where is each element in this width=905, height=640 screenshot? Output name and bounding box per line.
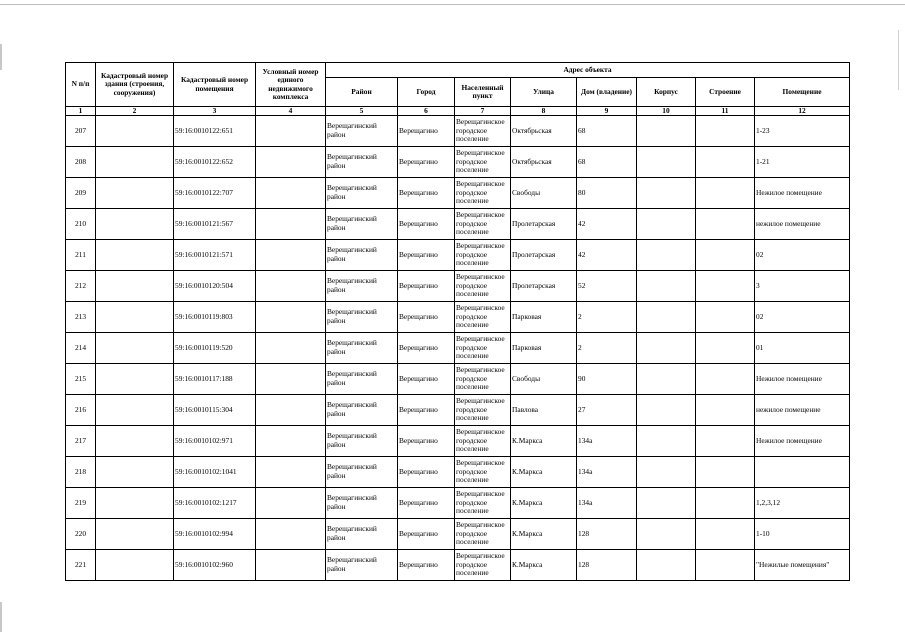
cell-city: Верещагино — [398, 116, 455, 147]
cell-building — [696, 426, 755, 457]
cell-locality: Верещагинское городское поселение — [455, 426, 511, 457]
cell-cad-building — [96, 488, 174, 519]
cell-district: Верещагинский район — [326, 333, 398, 364]
cell-city: Верещагино — [398, 550, 455, 581]
table-body — [66, 116, 850, 581]
cell-korpus — [637, 364, 696, 395]
table-row — [66, 519, 850, 550]
table-row — [66, 116, 850, 147]
cell-cad-premises: 59:16:0010119:520 — [174, 333, 256, 364]
cell-cad-premises: 59:16:0010102:994 — [174, 519, 256, 550]
cell-house: 134а — [577, 426, 637, 457]
cell-premises: 1,2,3,12 — [755, 488, 850, 519]
cell-locality: Верещагинское городское поселение — [455, 395, 511, 426]
cell-district: Верещагинский район — [326, 209, 398, 240]
cell-house: 52 — [577, 271, 637, 302]
cell-building — [696, 550, 755, 581]
column-number: 6 — [398, 107, 455, 116]
cell-district: Верещагинский район — [326, 457, 398, 488]
table-row — [66, 488, 850, 519]
cell-cad-premises: 59:16:0010102:1041 — [174, 457, 256, 488]
cell-building — [696, 457, 755, 488]
cell-locality: Верещагинское городское поселение — [455, 333, 511, 364]
cell-row-number: 215 — [66, 364, 96, 395]
cell-row-number: 218 — [66, 457, 96, 488]
cell-row-number: 207 — [66, 116, 96, 147]
cell-row-number: 216 — [66, 395, 96, 426]
cell-cond-number — [256, 116, 326, 147]
cell-street: К.Маркса — [511, 488, 577, 519]
column-number: 8 — [511, 107, 577, 116]
cell-locality: Верещагинское городское поселение — [455, 209, 511, 240]
cell-premises: Нежилое помещение — [755, 364, 850, 395]
cell-locality: Верещагинское городское поселение — [455, 240, 511, 271]
cell-street: К.Маркса — [511, 550, 577, 581]
cell-cad-premises: 59:16:0010102:960 — [174, 550, 256, 581]
table-row — [66, 147, 850, 178]
cell-locality: Верещагинское городское поселение — [455, 550, 511, 581]
cell-row-number: 211 — [66, 240, 96, 271]
cell-city: Верещагино — [398, 271, 455, 302]
cell-row-number: 219 — [66, 488, 96, 519]
cell-cad-building — [96, 271, 174, 302]
cell-building — [696, 488, 755, 519]
cell-cad-building — [96, 364, 174, 395]
cell-premises: "Нежилые помещения" — [755, 550, 850, 581]
cell-premises: Нежилое помещение — [755, 178, 850, 209]
cell-cad-premises: 59:16:0010121:567 — [174, 209, 256, 240]
cell-house: 68 — [577, 147, 637, 178]
cell-street: Свободы — [511, 178, 577, 209]
header-premises: Помещение — [755, 78, 850, 107]
table-row — [66, 426, 850, 457]
column-number: 3 — [174, 107, 256, 116]
cell-building — [696, 333, 755, 364]
column-number: 4 — [256, 107, 326, 116]
cell-premises: 1-23 — [755, 116, 850, 147]
cell-street: Октябрьская — [511, 116, 577, 147]
cell-row-number: 220 — [66, 519, 96, 550]
cell-city: Верещагино — [398, 240, 455, 271]
cell-house: 134а — [577, 457, 637, 488]
header-district: Район — [326, 78, 398, 107]
column-number: 1 — [66, 107, 96, 116]
cell-locality: Верещагинское городское поселение — [455, 271, 511, 302]
cell-district: Верещагинский район — [326, 271, 398, 302]
column-number: 2 — [96, 107, 174, 116]
header-cad-building: Кадастровый номер здания (строения, сооружения) — [96, 63, 174, 107]
cell-city: Верещагино — [398, 488, 455, 519]
cell-cad-premises: 59:16:0010120:504 — [174, 271, 256, 302]
cell-locality: Верещагинское городское поселение — [455, 364, 511, 395]
cell-korpus — [637, 302, 696, 333]
cell-korpus — [637, 395, 696, 426]
table-row — [66, 457, 850, 488]
cell-cad-building — [96, 302, 174, 333]
cell-building — [696, 519, 755, 550]
cell-district: Верещагинский район — [326, 178, 398, 209]
cell-row-number: 214 — [66, 333, 96, 364]
cell-cad-building — [96, 178, 174, 209]
cell-building — [696, 302, 755, 333]
cell-district: Верещагинский район — [326, 240, 398, 271]
cell-cond-number — [256, 457, 326, 488]
header-cond-number: Условный номер единого недвижимого комплекса — [256, 63, 326, 107]
cell-house: 128 — [577, 519, 637, 550]
cell-cond-number — [256, 364, 326, 395]
cell-cond-number — [256, 395, 326, 426]
cell-house: 42 — [577, 240, 637, 271]
cell-cad-premises: 59:16:0010122:707 — [174, 178, 256, 209]
cell-cad-premises: 59:16:0010119:803 — [174, 302, 256, 333]
cell-city: Верещагино — [398, 519, 455, 550]
header-street: Улица — [511, 78, 577, 107]
cell-premises: 1-10 — [755, 519, 850, 550]
cell-house: 90 — [577, 364, 637, 395]
cell-premises: 3 — [755, 271, 850, 302]
cell-cond-number — [256, 333, 326, 364]
cell-cad-building — [96, 426, 174, 457]
cell-cad-building — [96, 550, 174, 581]
cell-premises — [755, 457, 850, 488]
cell-street: К.Маркса — [511, 457, 577, 488]
table-row — [66, 395, 850, 426]
cell-street: Парковая — [511, 302, 577, 333]
property-register-table — [65, 62, 850, 581]
cell-street: Пролетарская — [511, 271, 577, 302]
cell-korpus — [637, 457, 696, 488]
header-korpus: Корпус — [637, 78, 696, 107]
column-number: 10 — [637, 107, 696, 116]
header-row-number: N п/п — [66, 63, 96, 107]
cell-city: Верещагино — [398, 209, 455, 240]
column-number: 11 — [696, 107, 755, 116]
cell-korpus — [637, 426, 696, 457]
cell-street: Октябрьская — [511, 147, 577, 178]
cell-korpus — [637, 147, 696, 178]
cell-row-number: 213 — [66, 302, 96, 333]
scan-edge-mark — [898, 30, 899, 90]
header-address-group: Адрес объекта — [326, 63, 850, 78]
cell-row-number: 212 — [66, 271, 96, 302]
table-row — [66, 333, 850, 364]
cell-cond-number — [256, 240, 326, 271]
cell-cad-building — [96, 116, 174, 147]
cell-building — [696, 364, 755, 395]
cell-row-number: 210 — [66, 209, 96, 240]
cell-premises: 02 — [755, 240, 850, 271]
cell-cad-premises: 59:16:0010121:571 — [174, 240, 256, 271]
cell-cad-building — [96, 147, 174, 178]
cell-locality: Верещагинское городское поселение — [455, 116, 511, 147]
cell-korpus — [637, 550, 696, 581]
cell-locality: Верещагинское городское поселение — [455, 147, 511, 178]
cell-korpus — [637, 271, 696, 302]
cell-city: Верещагино — [398, 457, 455, 488]
cell-korpus — [637, 488, 696, 519]
cell-house: 2 — [577, 302, 637, 333]
cell-cad-building — [96, 240, 174, 271]
cell-city: Верещагино — [398, 395, 455, 426]
cell-street: Парковая — [511, 333, 577, 364]
cell-cad-building — [96, 333, 174, 364]
cell-house: 128 — [577, 550, 637, 581]
cell-cad-premises: 59:16:0010102:971 — [174, 426, 256, 457]
header-building: Строение — [696, 78, 755, 107]
table-row — [66, 209, 850, 240]
cell-house: 68 — [577, 116, 637, 147]
cell-cad-premises: 59:16:0010102:1217 — [174, 488, 256, 519]
cell-cad-building — [96, 519, 174, 550]
cell-street: Пролетарская — [511, 209, 577, 240]
scan-edge-mark — [0, 602, 2, 632]
column-number: 5 — [326, 107, 398, 116]
header-house: Дом (владение) — [577, 78, 637, 107]
cell-premises: нежилое помещение — [755, 395, 850, 426]
cell-cad-premises: 59:16:0010115:304 — [174, 395, 256, 426]
column-number: 7 — [455, 107, 511, 116]
column-number-row — [66, 107, 850, 116]
header-city: Город — [398, 78, 455, 107]
cell-premises: Нежилое помещение — [755, 426, 850, 457]
scan-edge-mark — [0, 44, 2, 70]
cell-cond-number — [256, 302, 326, 333]
cell-street: Павлова — [511, 395, 577, 426]
cell-premises: нежилое помещение — [755, 209, 850, 240]
cell-street: Свободы — [511, 364, 577, 395]
cell-district: Верещагинский район — [326, 116, 398, 147]
cell-city: Верещагино — [398, 147, 455, 178]
cell-row-number: 217 — [66, 426, 96, 457]
cell-city: Верещагино — [398, 333, 455, 364]
table-row — [66, 550, 850, 581]
cell-cond-number — [256, 147, 326, 178]
header-locality: Населенный пункт — [455, 78, 511, 107]
cell-building — [696, 178, 755, 209]
cell-locality: Верещагинское городское поселение — [455, 178, 511, 209]
cell-building — [696, 116, 755, 147]
cell-cond-number — [256, 178, 326, 209]
cell-row-number: 209 — [66, 178, 96, 209]
cell-building — [696, 395, 755, 426]
cell-cad-premises: 59:16:0010117:188 — [174, 364, 256, 395]
cell-premises: 1-21 — [755, 147, 850, 178]
cell-locality: Верещагинское городское поселение — [455, 457, 511, 488]
cell-district: Верещагинский район — [326, 395, 398, 426]
cell-street: К.Маркса — [511, 519, 577, 550]
cell-row-number: 208 — [66, 147, 96, 178]
cell-district: Верещагинский район — [326, 550, 398, 581]
cell-city: Верещагино — [398, 178, 455, 209]
cell-row-number: 221 — [66, 550, 96, 581]
table-row — [66, 364, 850, 395]
cell-cad-premises: 59:16:0010122:652 — [174, 147, 256, 178]
cell-premises: 02 — [755, 302, 850, 333]
cell-cad-premises: 59:16:0010122:651 — [174, 116, 256, 147]
table-row — [66, 178, 850, 209]
column-number: 9 — [577, 107, 637, 116]
cell-locality: Верещагинское городское поселение — [455, 302, 511, 333]
cell-district: Верещагинский район — [326, 364, 398, 395]
cell-korpus — [637, 209, 696, 240]
cell-cad-building — [96, 457, 174, 488]
cell-korpus — [637, 116, 696, 147]
cell-cond-number — [256, 488, 326, 519]
cell-building — [696, 147, 755, 178]
cell-building — [696, 209, 755, 240]
cell-korpus — [637, 333, 696, 364]
cell-house: 42 — [577, 209, 637, 240]
cell-house: 2 — [577, 333, 637, 364]
cell-premises: 01 — [755, 333, 850, 364]
header-cad-premises: Кадастровый номер помещения — [174, 63, 256, 107]
table-row — [66, 240, 850, 271]
cell-korpus — [637, 240, 696, 271]
cell-city: Верещагино — [398, 364, 455, 395]
cell-korpus — [637, 178, 696, 209]
cell-cond-number — [256, 426, 326, 457]
cell-cad-building — [96, 209, 174, 240]
cell-locality: Верещагинское городское поселение — [455, 519, 511, 550]
cell-cond-number — [256, 271, 326, 302]
cell-building — [696, 240, 755, 271]
page-top-rule — [0, 4, 905, 5]
cell-city: Верещагино — [398, 426, 455, 457]
column-number: 12 — [755, 107, 850, 116]
cell-house: 134а — [577, 488, 637, 519]
cell-cond-number — [256, 209, 326, 240]
cell-district: Верещагинский район — [326, 488, 398, 519]
cell-korpus — [637, 519, 696, 550]
cell-district: Верещагинский район — [326, 147, 398, 178]
cell-district: Верещагинский район — [326, 519, 398, 550]
cell-building — [696, 271, 755, 302]
cell-cad-building — [96, 395, 174, 426]
cell-cond-number — [256, 519, 326, 550]
cell-house: 27 — [577, 395, 637, 426]
cell-city: Верещагино — [398, 302, 455, 333]
cell-street: К.Маркса — [511, 426, 577, 457]
table-row — [66, 302, 850, 333]
cell-district: Верещагинский район — [326, 426, 398, 457]
cell-house: 80 — [577, 178, 637, 209]
cell-street: Пролетарская — [511, 240, 577, 271]
cell-district: Верещагинский район — [326, 302, 398, 333]
cell-locality: Верещагинское городское поселение — [455, 488, 511, 519]
cell-cond-number — [256, 550, 326, 581]
table-row — [66, 271, 850, 302]
